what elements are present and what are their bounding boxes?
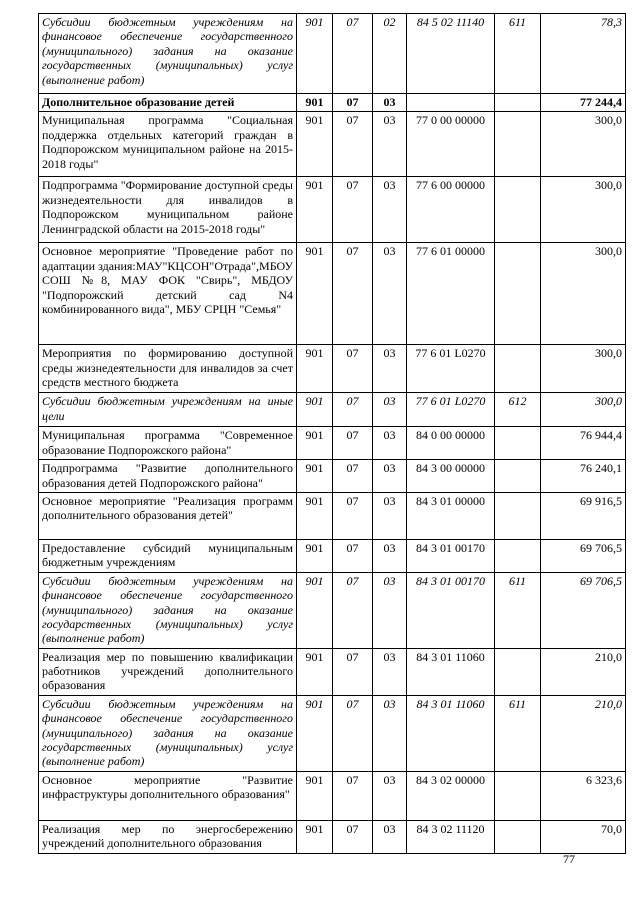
pr-cell: 03 [373,572,407,648]
vr-cell [495,460,541,493]
csr-cell [407,94,495,112]
table-row [39,427,626,460]
pr-cell: 03 [373,243,407,345]
csr-cell: 84 0 00 00000 [407,427,495,460]
sum-cell: 210,0 [541,695,626,771]
table-row [39,393,626,427]
rz-cell: 07 [333,345,373,393]
rz-cell: 07 [333,771,373,820]
vr-cell: 611 [495,695,541,771]
rz-cell: 07 [333,243,373,345]
row-name-cell: Подпрограмма "Формирование доступной среды жизнедеятельности для инвалидов в Подпорожском муниципальном районе Ленинградской области на 2015-2018 годы" [39,177,297,243]
row-name-cell: Основное мероприятие "Реализация программ дополнительного образования детей" [39,492,297,539]
sum-cell: 69 706,5 [541,572,626,648]
pr-cell: 03 [373,460,407,493]
vr-cell: 612 [495,393,541,427]
sum-cell: 300,0 [541,177,626,243]
csr-cell: 84 3 01 00170 [407,572,495,648]
csr-cell: 77 0 00 00000 [407,112,495,177]
vr-cell [495,112,541,177]
pr-cell: 03 [373,345,407,393]
sum-cell: 69 916,5 [541,492,626,539]
pr-cell: 03 [373,648,407,695]
row-name-cell: Основное мероприятие "Развитие инфраструктуры дополнительного образования" [39,771,297,820]
gr-cell: 901 [297,771,333,820]
gr-cell: 901 [297,460,333,493]
csr-cell: 84 5 02 11140 [407,14,495,94]
row-name-cell: Субсидии бюджетным учреждениям на финансовое обеспечение государственного (муниципального) задания на оказание государственных (муниципальных) услуг (выполнение работ) [39,695,297,771]
row-name-cell: Основное мероприятие "Проведение работ по адаптации здания:МАУ"КЦСОН"Отрада",МБОУ СОШ №8, МАУ ФОК "Свирь", МБДОУ "Подпорожский детский сад N4 комбинированного вида", МБУ СРЦН "Семья" [39,243,297,345]
vr-cell [495,427,541,460]
row-name-cell: Муниципальная программа "Социальная поддержка отдельных категорий граждан в Подпорожском муниципальном районе на 2015-2018 годы" [39,112,297,177]
rz-cell: 07 [333,572,373,648]
row-name-cell: Реализация мер по энергосбережению учреждений дополнительного образования [39,820,297,853]
page-number: 77 [563,852,575,866]
csr-cell: 84 3 01 11060 [407,648,495,695]
sum-cell: 76 240,1 [541,460,626,493]
pr-cell: 03 [373,393,407,427]
rz-cell: 07 [333,393,373,427]
pr-cell: 03 [373,427,407,460]
sum-cell: 300,0 [541,112,626,177]
table-row [39,112,626,177]
table-row [39,572,626,648]
table-body [39,14,626,854]
table-row [39,14,626,94]
gr-cell: 901 [297,393,333,427]
table-row [39,243,626,345]
vr-cell: 611 [495,14,541,94]
pr-cell: 03 [373,112,407,177]
sum-cell: 300,0 [541,345,626,393]
csr-cell: 84 3 02 00000 [407,771,495,820]
sum-cell: 210,0 [541,648,626,695]
gr-cell: 901 [297,648,333,695]
rz-cell: 07 [333,820,373,853]
table-row [39,460,626,493]
sum-cell: 300,0 [541,393,626,427]
rz-cell: 07 [333,427,373,460]
rz-cell: 07 [333,539,373,572]
table-row [39,94,626,112]
gr-cell: 901 [297,14,333,94]
rz-cell: 07 [333,14,373,94]
csr-cell: 77 6 00 00000 [407,177,495,243]
rz-cell: 07 [333,492,373,539]
gr-cell: 901 [297,572,333,648]
csr-cell: 77 6 01 L0270 [407,345,495,393]
vr-cell [495,345,541,393]
gr-cell: 901 [297,492,333,539]
gr-cell: 901 [297,94,333,112]
rz-cell: 07 [333,460,373,493]
row-name-cell: Субсидии бюджетным учреждениям на финансовое обеспечение государственного (муниципального) задания на оказание государственных (муниципальных) услуг (выполнение работ) [39,572,297,648]
gr-cell: 901 [297,539,333,572]
gr-cell: 901 [297,695,333,771]
rz-cell: 07 [333,695,373,771]
table-row [39,648,626,695]
gr-cell: 901 [297,177,333,243]
table-row [39,539,626,572]
sum-cell: 6 323,6 [541,771,626,820]
vr-cell: 611 [495,572,541,648]
sum-cell: 77 244,4 [541,94,626,112]
csr-cell: 77 6 01 L0270 [407,393,495,427]
vr-cell [495,94,541,112]
vr-cell [495,243,541,345]
row-name-cell: Дополнительное образование детей [39,94,297,112]
sum-cell: 78,3 [541,14,626,94]
vr-cell [495,539,541,572]
pr-cell: 03 [373,539,407,572]
budget-table [38,13,626,854]
pr-cell: 03 [373,771,407,820]
pr-cell: 03 [373,177,407,243]
sum-cell: 69 706,5 [541,539,626,572]
gr-cell: 901 [297,243,333,345]
row-name-cell: Муниципальная программа "Современное образование Подпорожского района" [39,427,297,460]
rz-cell: 07 [333,94,373,112]
table-row [39,345,626,393]
row-name-cell: Подпрограмма "Развитие дополнительного образования детей Подпорожского района" [39,460,297,493]
gr-cell: 901 [297,427,333,460]
rz-cell: 07 [333,112,373,177]
pr-cell: 03 [373,820,407,853]
row-name-cell: Реализация мер по повышению квалификации работников учреждений дополнительного образования [39,648,297,695]
vr-cell [495,820,541,853]
vr-cell [495,648,541,695]
rz-cell: 07 [333,648,373,695]
sum-cell: 70,0 [541,820,626,853]
pr-cell: 03 [373,492,407,539]
table-row [39,771,626,820]
csr-cell: 84 3 02 11120 [407,820,495,853]
gr-cell: 901 [297,112,333,177]
vr-cell [495,492,541,539]
rz-cell: 07 [333,177,373,243]
row-name-cell: Предоставление субсидий муниципальным бюджетным учреждениям [39,539,297,572]
csr-cell: 77 6 01 00000 [407,243,495,345]
row-name-cell: Субсидии бюджетным учреждениям на финансовое обеспечение государственного (муниципального) задания на оказание государственных (муниципальных) услуг (выполнение работ) [39,14,297,94]
csr-cell: 84 3 01 00000 [407,492,495,539]
vr-cell [495,771,541,820]
csr-cell: 84 3 00 00000 [407,460,495,493]
row-name-cell: Мероприятия по формированию доступной среды жизнедеятельности для инвалидов за счет средств местного бюджета [39,345,297,393]
row-name-cell: Субсидии бюджетным учреждениям на иные цели [39,393,297,427]
pr-cell: 03 [373,695,407,771]
vr-cell [495,177,541,243]
gr-cell: 901 [297,820,333,853]
table-row [39,695,626,771]
csr-cell: 84 3 01 11060 [407,695,495,771]
pr-cell: 03 [373,94,407,112]
table-row [39,820,626,853]
table-row [39,492,626,539]
gr-cell: 901 [297,345,333,393]
csr-cell: 84 3 01 00170 [407,539,495,572]
sum-cell: 300,0 [541,243,626,345]
pr-cell: 02 [373,14,407,94]
sum-cell: 76 944,4 [541,427,626,460]
table-row [39,177,626,243]
